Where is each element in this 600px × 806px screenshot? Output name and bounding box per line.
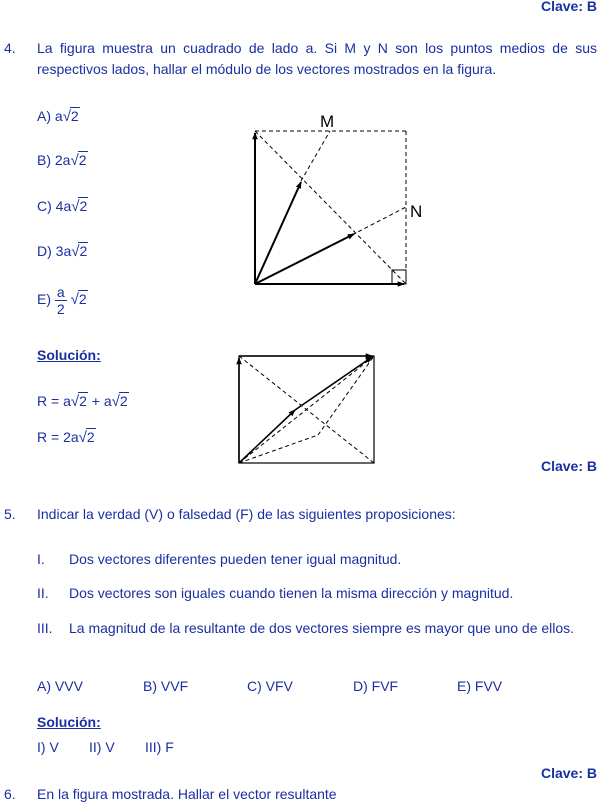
question-6-text: En la figura mostrada. Hallar el vector resultante <box>37 786 337 802</box>
solution-4-line1: R = a√2 + a√2 <box>37 393 128 410</box>
question-4-text: La figura muestra un cuadrado de lado a. Si M y N son los puntos medios de sus respectivos lados, hallar el módulo de los vectores mostrados en la figura. <box>37 40 597 77</box>
proposition-1-number: I. <box>37 551 45 567</box>
q5-option-e: E) FVV <box>457 678 503 694</box>
q5-option-a: A) VVV <box>37 678 83 694</box>
top-answer-key: Clave: B <box>540 0 597 14</box>
vector-toward-m <box>255 182 301 284</box>
option-d-label: D) 3a <box>37 243 72 259</box>
solution-vector-2 <box>295 357 372 410</box>
solution-diagonal-2 <box>239 356 374 463</box>
solution-figure <box>238 355 378 467</box>
square-vectors-figure <box>250 110 430 300</box>
option-d <box>37 243 88 260</box>
solution-5-title: Solución: <box>37 714 101 730</box>
question-6-number: 6. <box>4 786 16 802</box>
solution-4-line2: R = 2a√2 <box>37 429 95 446</box>
diagonal-dashed <box>255 131 406 284</box>
option-d-sqrt: √2 <box>71 243 88 260</box>
question-5-number: 5. <box>4 506 16 522</box>
label-m: M <box>320 112 335 131</box>
solution-vector-1 <box>239 410 295 463</box>
answer-3: III) F <box>145 739 174 755</box>
option-e-sqrt: √2 <box>70 291 87 309</box>
option-c <box>37 198 88 215</box>
question-5-text: Indicar la verdad (V) o falsedad (F) de las siguientes proposiciones: <box>37 506 456 522</box>
label-n: N <box>410 202 423 221</box>
option-e-fraction: $\frac{a}{2}$ <box>56 284 65 317</box>
option-a-label: A) a <box>37 108 63 124</box>
question-5-answer-key: Clave: B <box>540 765 597 781</box>
answer-1: I) V <box>37 739 59 755</box>
proposition-2-number: II. <box>37 585 49 601</box>
option-a <box>37 108 80 125</box>
q5-option-c: C) VFV <box>247 678 293 694</box>
proposition-1-text: Dos vectores diferentes pueden tener igual magnitud. <box>69 551 402 567</box>
proposition-3-number: III. <box>37 620 53 636</box>
proposition-3-text: La magnitud de la resultante de dos vectores siempre es mayor que uno de ellos. <box>69 620 575 636</box>
proposition-2-text: Dos vectores son iguales cuando tienen la misma dirección y magnitud. <box>69 585 514 601</box>
option-b-sqrt: √2 <box>70 152 87 169</box>
extension-to-n <box>352 207 406 235</box>
option-a-sqrt: √2 <box>62 108 79 125</box>
question-4-number: 4. <box>4 40 16 56</box>
option-c-label: C) 4a <box>37 198 72 214</box>
q5-option-b: B) VVF <box>143 678 189 694</box>
answer-2: II) V <box>89 739 115 755</box>
solution-4-title: Solución: <box>37 347 101 363</box>
question-4-answer-key: Clave: B <box>540 458 597 474</box>
extension-to-m <box>301 131 330 181</box>
option-b <box>37 152 88 169</box>
option-e <box>37 284 88 317</box>
q5-option-d: D) FVF <box>353 678 399 694</box>
vector-toward-n <box>255 234 354 284</box>
option-e-label: E) <box>37 291 51 308</box>
solution-dashed-1 <box>239 435 318 463</box>
solution-dashed-2 <box>318 356 374 435</box>
option-c-sqrt: √2 <box>71 198 88 215</box>
option-b-label: B) 2a <box>37 152 71 168</box>
